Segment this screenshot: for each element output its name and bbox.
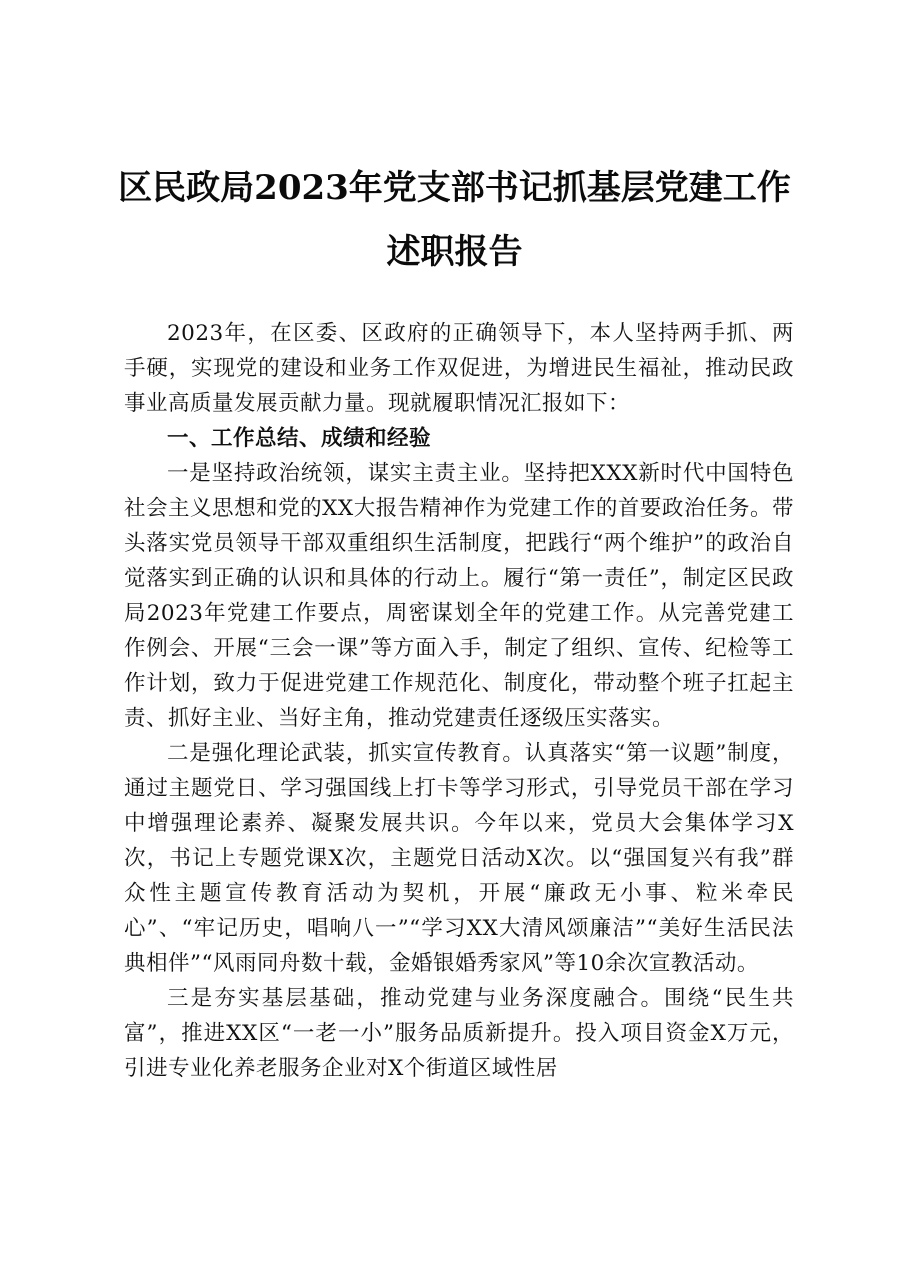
paragraph-1: 一是坚持政治统领，谋实主责主业。坚持把XXX新时代中国特色社会主义思想和党的XX大报告精神作为党建工作的首要政治任务。带头落实党员领导干部双重组织生活制度，把践行“两个维护”的政治自觉落实到正确的认识和具体的行动上。履行“第一责任”，制定区民政局2023年党建工作要点，周密谋划全年的党建工作。从完善党建工作例会、开展“三会一课”等方面入手，制定了组织、宣传、纪检等工作计划，致力于促进党建工作规范化、制度化，带动整个班子扛起主责、抓好主业、当好主角，推动党建责任逐级压实落实。 bbox=[124, 461, 794, 731]
document-body bbox=[124, 316, 794, 1086]
paragraph-2: 二是强化理论武装，抓实宣传教育。认真落实“第一议题”制度，通过主题党日、学习强国线上打卡等学习形式，引导党员干部在学习中增强理论素养、凝聚发展共识。今年以来，党员大会集体学习X次，书记上专题党课X次，主题党日活动X次。以“强国复兴有我”群众性主题宣传教育活动为契机，开展“廉政无小事、粒米牵民心”、“牢记历史，唱响八一”“学习XX大清风颂廉洁”“美好生活民法典相伴”“风雨同舟数十载，金婚银婚秀家风”等10余次宣教活动。 bbox=[124, 741, 794, 976]
intro-paragraph: 2023年，在区委、区政府的正确领导下，本人坚持两手抓、两手硬，实现党的建设和业务工作双促进，为增进民生福祉，推动民政事业高质量发展贡献力量。现就履职情况汇报如下： bbox=[124, 321, 794, 416]
document-title-line1: 区民政局2023年党支部书记抓基层党建工作 bbox=[118, 168, 791, 208]
section-heading: 一、工作总结、成绩和经验 bbox=[167, 426, 432, 451]
paragraph-3: 三是夯实基层基础，推动党建与业务深度融合。围绕“民生共富”，推进XX区“一老一小”服务品质新提升。投入项目资金X万元，引进专业化养老服务企业对X个街道区域性居 bbox=[124, 986, 794, 1081]
document-title-line2: 述职报告 bbox=[386, 232, 523, 272]
